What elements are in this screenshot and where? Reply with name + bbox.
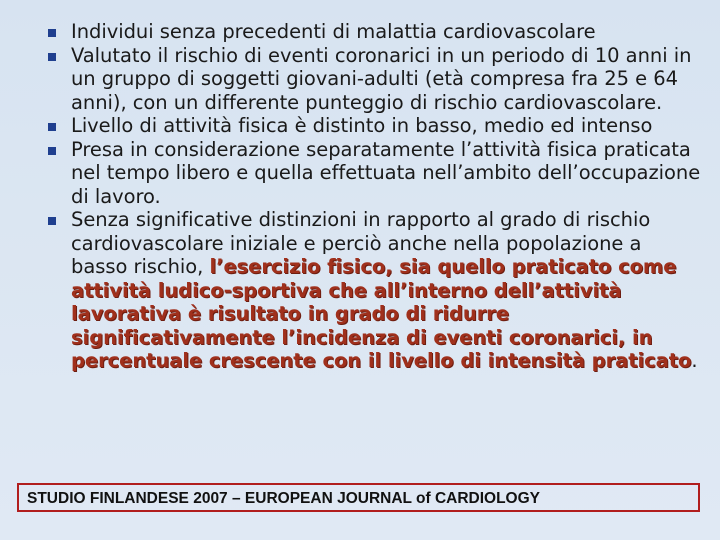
square-bullet-icon [48,53,56,61]
square-bullet-icon [48,147,56,155]
bullet-list [48,20,703,373]
bullet-item [48,138,703,209]
bullet-text-emphasis: l’esercizio fisico, sia quello praticato come attività ludico-sportiva che all’interno dell’attività lavorativa è risultato in grado di ridurre significativamente l’incidenza di eventi coronarici, in percentuale crescente con il livello di intensità praticato [71,255,692,372]
bullet-text-plain: Senza significative distinzioni in rapporto al grado di rischio cardiovascolare iniziale e perciò anche nella popolazione a basso rischio, [71,208,651,278]
square-bullet-icon [48,29,56,37]
square-bullet-icon [48,217,56,225]
bullet-text: Valutato il rischio di eventi coronarici in un periodo di 10 anni in un gruppo di soggetti giovani-adulti (età compresa fra 25 e 64 anni), con un differente punteggio di rischio cardiovascolare. [71,43,692,114]
bullet-text: Presa in considerazione separatamente l’attività fisica praticata nel tempo libero e quella effettuata nell’ambito dell’occupazione di lavoro. [71,137,701,208]
bullet-item [48,20,703,44]
bullet-text: Individui senza precedenti di malattia cardiovascolare [71,20,596,43]
bullet-item [48,44,703,115]
bullet-item [48,114,703,138]
bullet-item [48,208,703,373]
citation-text: STUDIO FINLANDESE 2007 – EUROPEAN JOURNAL of CARDIOLOGY [27,490,541,507]
bullet-text: Livello di attività fisica è distinto in basso, medio ed intenso [71,114,653,137]
citation-box [17,483,700,512]
bullet-text-end: . [691,349,698,372]
square-bullet-icon [48,123,56,131]
